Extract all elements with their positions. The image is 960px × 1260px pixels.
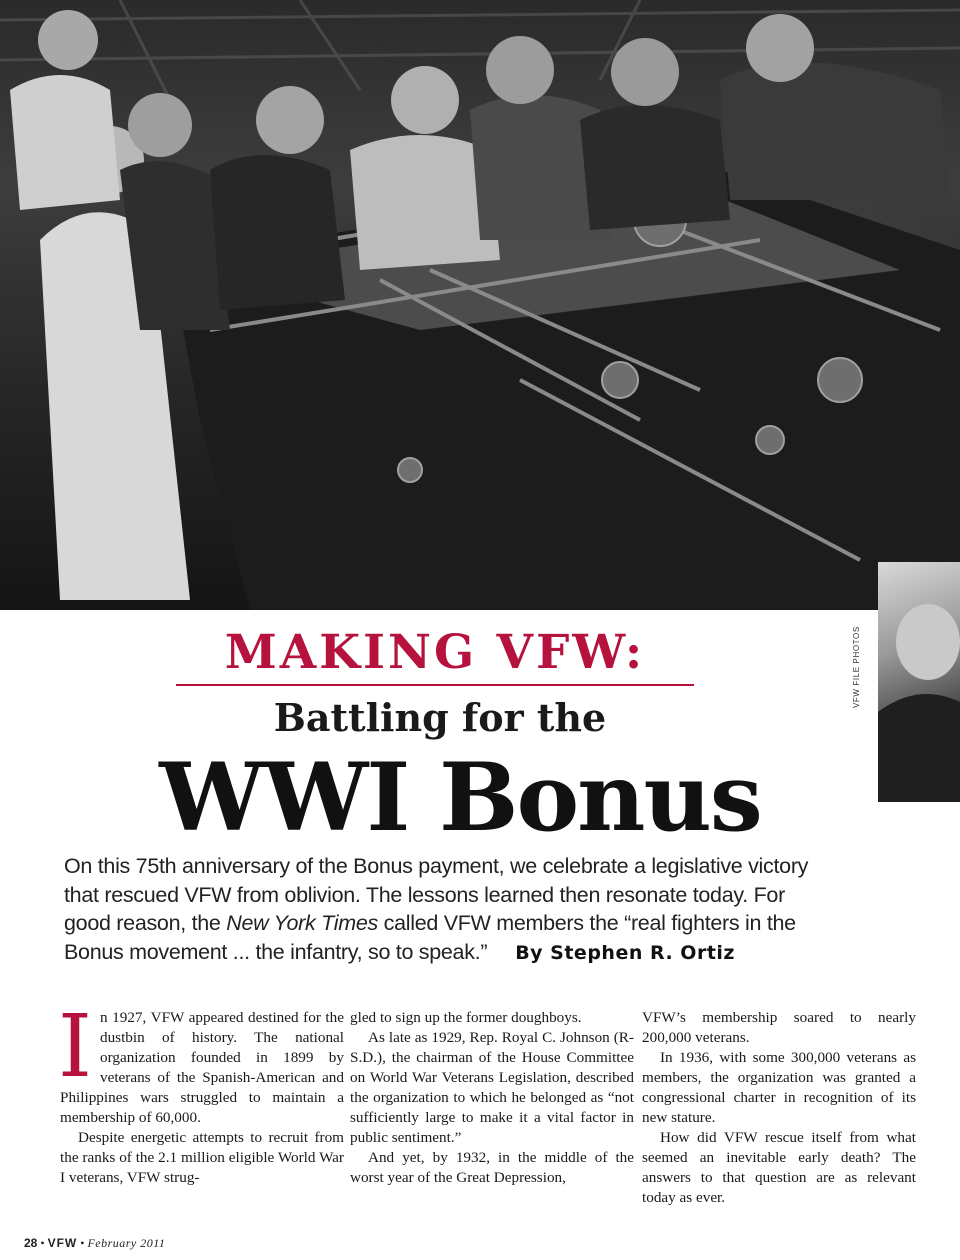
body-column-3: [642, 1008, 916, 1208]
inset-portrait-photo: [878, 562, 960, 802]
article-headline: WWI Bonus: [159, 743, 761, 853]
deck-line: good reason, the New York Times called VFW members the “real fighters in the: [64, 911, 796, 935]
page-folio: 28 • VFW • February 2011: [24, 1236, 166, 1250]
hero-photo: [0, 0, 960, 610]
page-number: 28: [24, 1236, 38, 1250]
paragraph: As late as 1929, Rep. Royal C. Johnson (R-S.D.), the chairman of the House Committee on World War Veterans Legislation, described the organization to which he belonged as “not sufficiently large to make it a vital factor in public sentiment.”: [350, 1029, 634, 1146]
photo-credit: VFW FILE PHOTOS: [852, 626, 861, 708]
article-deck: [64, 852, 864, 967]
paragraph: How did VFW rescue itself from what seemed an inevitable early death? The answers to that question are as relevant today as ever.: [642, 1129, 916, 1206]
issue-date: February 2011: [87, 1236, 166, 1250]
paragraph: In 1936, with some 300,000 veterans as members, the organization was granted a congressional charter in recognition of its new stature.: [642, 1049, 916, 1126]
newspaper-title: New York Times: [226, 911, 378, 935]
article-subtitle: Battling for the: [273, 695, 607, 740]
paragraph: Despite energetic attempts to recruit from the ranks of the 2.1 million eligible World War I veterans, VFW strug-: [60, 1129, 344, 1186]
body-column-1: [58, 997, 344, 1188]
article-kicker: MAKING VFW:: [224, 625, 646, 680]
deck-line: that rescued VFW from oblivion. The lessons learned then resonate today. For: [64, 882, 785, 907]
kicker-divider: [176, 684, 694, 686]
deck-line: On this 75th anniversary of the Bonus payment, we celebrate a legislative victory: [64, 854, 809, 878]
body-column-2: [350, 1008, 634, 1188]
magazine-name: VFW: [47, 1236, 78, 1250]
press-machine-photo-icon: [0, 0, 960, 610]
paragraph: And yet, by 1932, in the middle of the worst year of the Great Depression,: [350, 1149, 634, 1186]
paragraph: gled to sign up the former doughboys.: [350, 1009, 582, 1026]
drop-cap: I: [58, 997, 92, 1097]
deck-line: Bonus movement ... the infantry, so to speak.” By Stephen R. Ortiz: [64, 939, 735, 964]
paragraph: VFW’s membership soared to nearly 200,000 veterans.: [642, 1009, 916, 1046]
byline: By Stephen R. Ortiz: [515, 941, 735, 964]
paragraph: In 1927, VFW appeared destined for the dustbin of history. The national organization founded in 1899 by veterans of the Spanish-American and Philippines wars struggled to maintain a membership of 60,000.: [58, 997, 344, 1126]
